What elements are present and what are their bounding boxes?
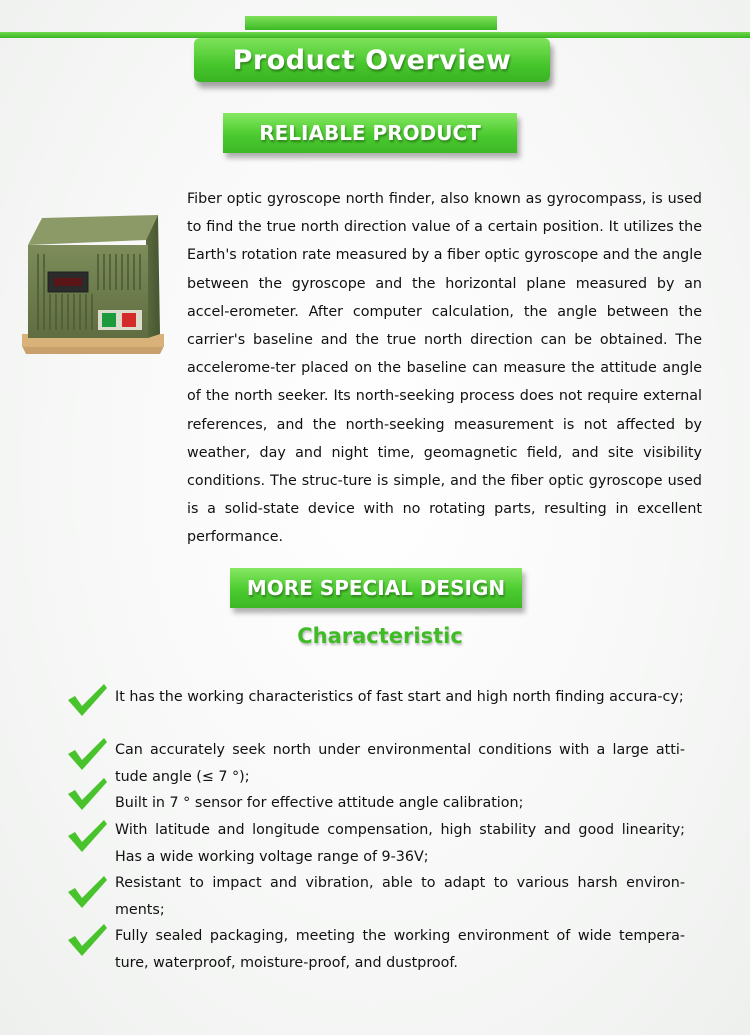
reliable-product-banner bbox=[223, 113, 517, 153]
checkmark-icon bbox=[66, 922, 108, 958]
feature-item: With latitude and longitude compensation, high stability and good linearity; Has a wide working voltage range of 9-36V; bbox=[115, 822, 685, 865]
feature-item: Fully sealed packaging, meeting the working environment of wide tempera-ture, waterproof, moisture-proof, and dustproof. bbox=[115, 928, 685, 971]
product-image bbox=[18, 210, 168, 355]
feature-item: Built in 7 ° sensor for effective attitude angle calibration; bbox=[115, 795, 524, 811]
reliable-product-label: RELIABLE PRODUCT bbox=[259, 121, 481, 145]
checkmark-icon bbox=[66, 776, 108, 812]
header-top-tab bbox=[245, 16, 497, 30]
checkmark-icon bbox=[66, 874, 108, 910]
overview-badge bbox=[194, 38, 550, 82]
special-design-banner bbox=[230, 568, 522, 608]
feature-item: It has the working characteristics of fast start and high north finding accura-cy; bbox=[115, 689, 684, 705]
checkmark-icon bbox=[66, 736, 108, 772]
characteristic-title: Characteristic bbox=[297, 624, 463, 648]
checkmark-icon bbox=[66, 682, 108, 718]
feature-item: Resistant to impact and vibration, able to adapt to various harsh environ-ments; bbox=[115, 875, 685, 918]
product-description: Fiber optic gyroscope north finder, also known as gyrocompass, is used to find the true north direction value of a certain position. It utilizes the Earth's rotation rate measured by a fiber optic gyroscope and the angle between the gyroscope and the horizontal plane measured by an accel-erometer. After computer calculation, the angle between the carrier's baseline and the true north direction can be obtained. The accelerome-ter placed on the baseline can measure the attitude angle of the north seeker. Its north-seeking process does not require external references, and the north-seeking measurement is not affected by weather, day and night time, geomagnetic field, and site visibility conditions. The struc-ture is simple, and the fiber optic gyroscope used is a solid-state device with no rotating parts, resulting in excellent performance. bbox=[187, 191, 702, 546]
feature-item: Can accurately seek north under environmental conditions with a large atti-tude angle (≤ 7 °); bbox=[115, 742, 685, 785]
page-title: Product Overview bbox=[232, 44, 512, 76]
checkmark-icon bbox=[66, 818, 108, 854]
special-design-label: MORE SPECIAL DESIGN bbox=[246, 576, 506, 600]
